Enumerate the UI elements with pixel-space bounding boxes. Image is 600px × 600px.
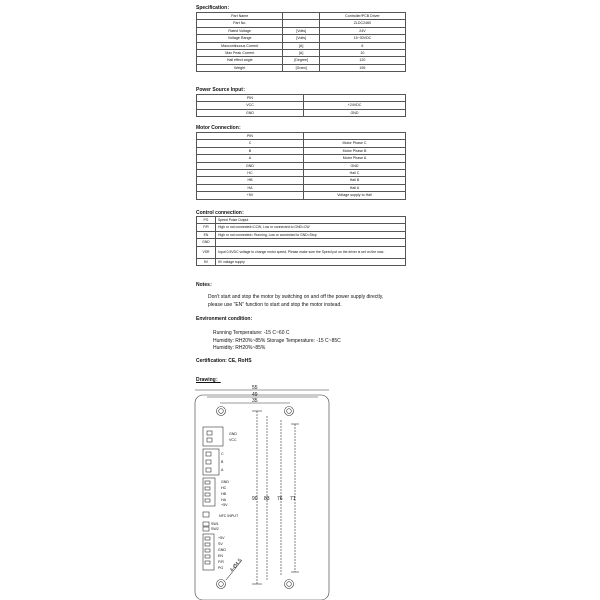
table-cell: A [197, 155, 304, 162]
power-title: Power Source Input： [196, 87, 248, 93]
table-cell: Motor Phase A [304, 155, 406, 162]
table-cell: Hall B [304, 177, 406, 184]
table-cell: Hall C [304, 170, 406, 177]
table-cell: Hall A [304, 184, 406, 191]
table-cell: PG [197, 217, 216, 224]
dim-90: 90 [252, 496, 258, 502]
dim-71: 71 [290, 496, 296, 502]
label-hc: HC [221, 486, 227, 490]
table-cell: 120 [319, 57, 405, 64]
label-vcc: VCC [229, 438, 237, 442]
table-cell: Weight [197, 64, 283, 71]
table-cell: 195 [319, 64, 405, 71]
table-cell: Input 0-5VDC voltage to change motor speed, Please make sure the Speed pot on the driver is set on the max. [216, 246, 406, 258]
table-cell: High or not connected= Running, Low or connected to GND=Stop [216, 231, 406, 238]
table-cell: PIN [197, 95, 304, 102]
table-cell: Hall effect angle [197, 57, 283, 64]
table-cell: [Volts] [283, 35, 319, 42]
table-cell: [Volts] [283, 27, 319, 34]
table-cell: +24VDC [304, 102, 406, 109]
table-cell: Part No. [197, 20, 283, 27]
switch-sw2 [203, 527, 209, 531]
table-cell: B [197, 147, 304, 154]
table-cell: Voltage supply to Hall [304, 192, 406, 199]
label-ha: HA [221, 498, 226, 502]
table-cell: 24V [319, 27, 405, 34]
label-gnd-hall: GND [221, 480, 229, 484]
table-cell: [A] [283, 42, 319, 49]
label-5v-ctrl: +5V [218, 536, 225, 540]
environment-line-3: Humidity: RH20%~85% [213, 345, 266, 351]
label-nfc-input: NFC INPUT [219, 514, 239, 518]
label-gnd-power: GND [229, 432, 237, 436]
control-title: Control connection： [196, 210, 247, 216]
dim-hole: 4-Ø4.5 [228, 557, 244, 574]
table-cell: Part Name [197, 13, 283, 20]
label-b: B [221, 460, 224, 464]
switch-sw1 [203, 522, 209, 526]
table-cell: High or not connected=CCW, Low or connected to GND=CW [216, 224, 406, 231]
notes-line-2: please use "EN" function to start and stop the motor instead. [208, 302, 342, 308]
mount-hole-bl [217, 580, 226, 589]
table-cell: Maxcontinuous Current [197, 42, 283, 49]
table-cell: HA [197, 184, 304, 191]
dim-55: 55 [252, 385, 258, 391]
table-cell: Rated Voltage [197, 27, 283, 34]
label-gnd-ctrl: GND [218, 548, 226, 552]
table-cell: GND [197, 162, 304, 169]
table-cell: F/R [197, 224, 216, 231]
label-c: C [221, 452, 224, 456]
table-cell: Speed Pulse Output [216, 217, 406, 224]
label-a: A [221, 468, 224, 472]
table-cell: ZLDC2460 [319, 20, 405, 27]
dim-76: 76 [277, 496, 283, 502]
table-cell: 15~30VDC [319, 35, 405, 42]
certification-text: Certification: CE, RoHS [196, 358, 252, 364]
label-5v-hall: +5V [221, 503, 228, 507]
table-cell: GND [197, 109, 304, 116]
table-cell: Motor Phase B [304, 147, 406, 154]
notes-title: Notes： [196, 282, 215, 288]
table-cell: VSR [197, 246, 216, 258]
table-cell: HC [197, 170, 304, 177]
mount-hole-tl [217, 407, 226, 416]
notes-line-1: Don't start and stop the motor by switching on and off the power supply directly, [208, 294, 384, 300]
table-cell: GND [197, 239, 216, 246]
table-cell: [A] [283, 50, 319, 57]
table-cell: EN [197, 231, 216, 238]
table-cell: VCC [197, 102, 304, 109]
table-cell: 5V [197, 258, 216, 265]
table-cell: GND [304, 109, 406, 116]
dim-83: 83 [264, 496, 270, 502]
table-cell: Motor Phase C [304, 140, 406, 147]
table-cell: Controller/PCB Driver [319, 13, 405, 20]
environment-line-2: Humidity: RH20%~85% Storage Temperature: -15 C~85C [213, 338, 341, 344]
label-en: EN [218, 554, 223, 558]
dim-49: 49 [252, 392, 258, 398]
label-sw1: SW1 [211, 522, 219, 526]
motor-title: Motor Connection： [196, 125, 244, 131]
power-connector [203, 427, 223, 446]
table-cell: 5V voltage supply [216, 258, 406, 265]
label-sv: SV [218, 542, 223, 546]
mount-hole-tr [285, 407, 294, 416]
table-cell: [Degree] [283, 57, 319, 64]
table-cell: GND [304, 162, 406, 169]
label-pg: PG [218, 566, 224, 570]
dim-35: 35 [252, 398, 258, 404]
label-fr: F/R [218, 560, 224, 564]
table-cell: [Gram] [283, 64, 319, 71]
spec-title: Specification： [196, 5, 233, 11]
mount-hole-br [285, 580, 294, 589]
environment-line-1: Running Temperature: -15 C~60 C [213, 330, 290, 336]
environment-title: Environment condition： [196, 316, 256, 322]
table-cell: Voltage Range [197, 35, 283, 42]
table-cell: +5V [197, 192, 304, 199]
table-cell: C [197, 140, 304, 147]
nfc-input-connector [203, 512, 209, 517]
table-cell: 10 [319, 50, 405, 57]
table-cell: PIN [197, 133, 304, 140]
label-sw2: SW2 [211, 527, 219, 531]
table-cell: Max Peak Current [197, 50, 283, 57]
drawing-title: Drawing： [196, 377, 221, 383]
table-cell: 6 [319, 42, 405, 49]
table-cell: HB [197, 177, 304, 184]
label-hb: HB [221, 492, 226, 496]
